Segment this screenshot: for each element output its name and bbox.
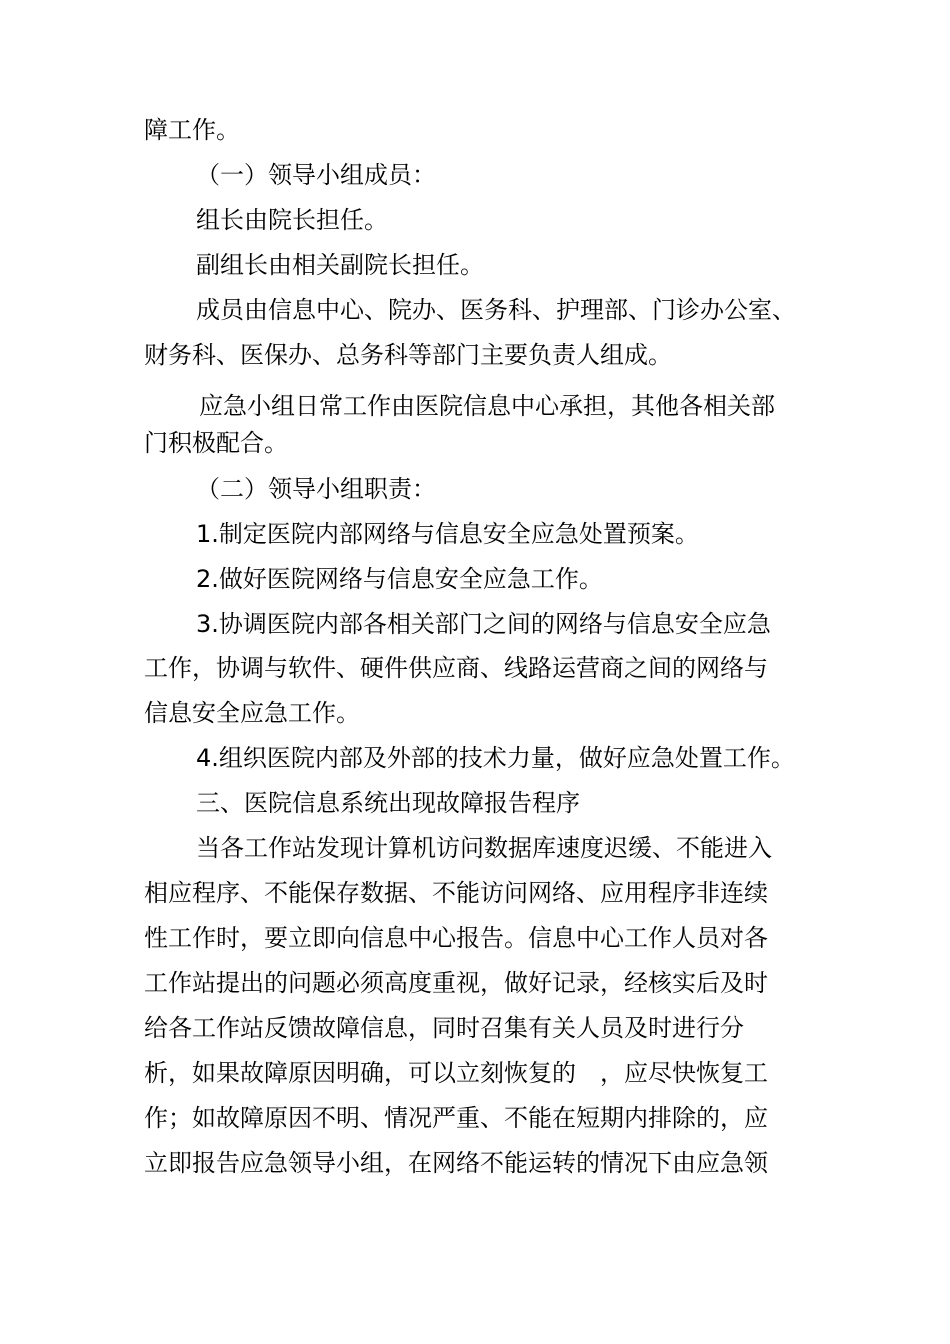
text-line: 当各工作站发现计算机访问数据库速度迟缓、不能进入 bbox=[196, 834, 772, 862]
list-item: 2.做好医院网络与信息安全应急工作。 bbox=[196, 565, 603, 593]
text-line: 财务科、医保办、总务科等部门主要负责人组成。 bbox=[144, 341, 672, 369]
text-line: 信息安全应急工作。 bbox=[144, 699, 360, 727]
list-item: 1.制定医院内部网络与信息安全应急处置预案。 bbox=[196, 520, 699, 548]
text-line: 障工作。 bbox=[144, 116, 240, 144]
list-item: 3.协调医院内部各相关部门之间的网络与信息安全应急 bbox=[196, 610, 771, 638]
text-line: 给各工作站反馈故障信息，同时召集有关人员及时进行分 bbox=[144, 1014, 744, 1042]
text-line: 工作站提出的问题必须高度重视，做好记录，经核实后及时 bbox=[144, 969, 768, 997]
section-heading: 三、医院信息系统出现故障报告程序 bbox=[196, 789, 580, 817]
text-line: 性工作时，要立即向信息中心报告。信息中心工作人员对各 bbox=[144, 924, 768, 952]
text-line: 组长由院长担任。 bbox=[196, 206, 388, 234]
text-line: 应急小组日常工作由医院信息中心承担，其他各相关部 bbox=[199, 392, 775, 420]
text-line: 成员由信息中心、院办、医务科、护理部、门诊办公室、 bbox=[196, 296, 796, 324]
text-line: 作；如故障原因不明、情况严重、不能在短期内排除的，应 bbox=[144, 1104, 768, 1132]
section-heading: （二）领导小组职责： bbox=[196, 475, 436, 503]
text-line: 副组长由相关副院长担任。 bbox=[196, 251, 484, 279]
text-line: 门积极配合。 bbox=[144, 429, 288, 457]
list-item: 4.组织医院内部及外部的技术力量，做好应急处置工作。 bbox=[196, 744, 795, 772]
text-line: 立即报告应急领导小组，在网络不能运转的情况下由应急领 bbox=[144, 1149, 768, 1177]
text-line: 工作，协调与软件、硬件供应商、线路运营商之间的网络与 bbox=[144, 654, 768, 682]
text-line: 相应程序、不能保存数据、不能访问网络、应用程序非连续 bbox=[144, 879, 768, 907]
section-heading: （一）领导小组成员： bbox=[196, 161, 436, 189]
text-line: 析，如果故障原因明确，可以立刻恢复的 ，应尽快恢复工 bbox=[144, 1059, 768, 1087]
